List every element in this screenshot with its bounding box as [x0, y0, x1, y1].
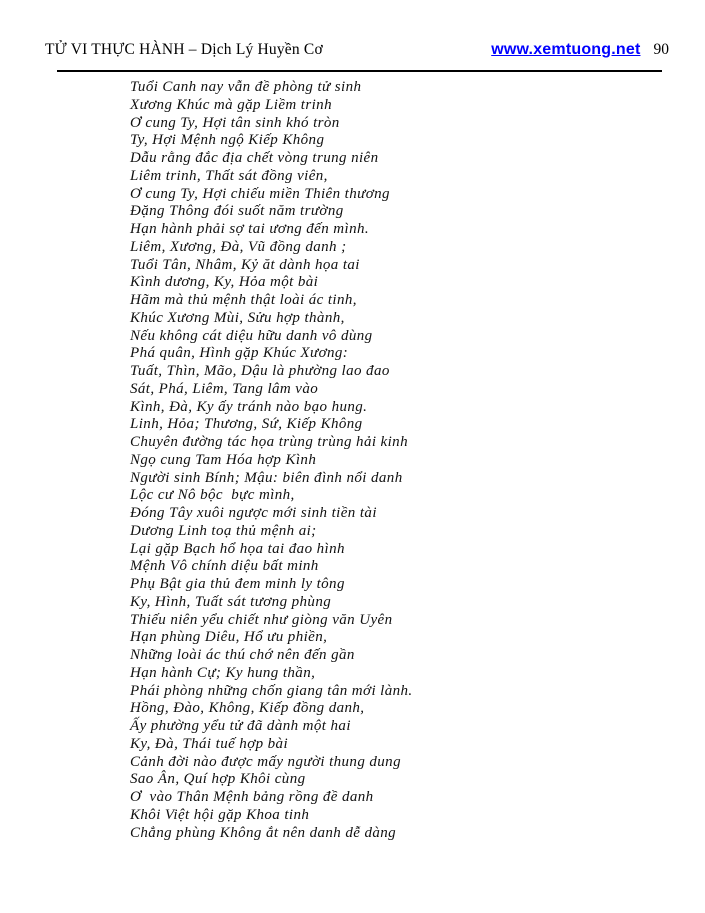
poem-line: Cảnh đời nào được mấy người thung dung	[130, 753, 401, 770]
poem-line: Liêm, Xương, Đà, Vũ đồng danh ;	[130, 238, 347, 255]
poem-line: Ky, Đà, Thái tuế hợp bài	[130, 735, 289, 752]
poem-line: Đóng Tây xuôi ngược mới sinh tiền tài	[130, 505, 377, 521]
poem-line: Dẫu rằng đắc địa chết vòng trung niên	[130, 150, 379, 166]
poem-line: Ơ cung Ty, Hợi chiếu miền Thiên thương	[130, 185, 390, 202]
poem-line: Kình dương, Ky, Hỏa một bài	[130, 274, 319, 291]
poem-line: Lộc cư Nô bộc bực mình,	[130, 487, 295, 504]
poem-line: Kình, Đà, Ky ấy tránh nào bạo hung.	[130, 398, 368, 415]
poem-line: Hãm mà thủ mệnh thật loài ác tinh,	[130, 292, 357, 308]
poem-line: Mệnh Vô chính diệu bất minh	[130, 558, 319, 575]
poem-line: Ơ vào Thân Mệnh bảng rồng đề danh	[130, 789, 374, 805]
book-title: TỬ VI THỰC HÀNH – Dịch Lý Huyền Cơ	[45, 41, 323, 58]
poem-line: Liêm trinh, Thất sát đồng viên,	[130, 167, 328, 184]
poem-line: Tuất, Thìn, Mão, Dậu là phường lao đao	[130, 363, 390, 379]
poem-line: Đặng Thông đói suốt năm trường	[130, 203, 344, 220]
header-right	[491, 41, 669, 59]
poem-line: Xương Khúc mà gặp Liềm trinh	[130, 96, 332, 113]
poem-line: Những loài ác thú chớ nên đến gần	[130, 647, 355, 663]
poem-line: Thiếu niên yểu chiết như giòng văn Uyên	[130, 611, 393, 628]
poem-line: Linh, Hỏa; Thương, Sứ, Kiếp Không	[130, 416, 363, 433]
poem-line: Phá quân, Hình gặp Khúc Xương:	[130, 345, 349, 362]
poem-line: Ngọ cung Tam Hóa hợp Kình	[130, 451, 317, 468]
page-header	[45, 41, 669, 59]
header-rule	[57, 70, 662, 72]
poem-line: Lại gặp Bạch hổ họa tai đao hình	[130, 540, 345, 557]
poem-line: Hạn hành Cự; Ky hung thần,	[130, 664, 316, 681]
poem-line: Ấy phường yểu tử đã dành một hai	[130, 718, 351, 734]
poem-line: Dương Linh toạ thủ mệnh ai;	[130, 522, 317, 539]
page-number: 90	[653, 41, 669, 58]
poem-line: Tuổi Tân, Nhâm, Kỷ ăt dành họa tai	[130, 256, 360, 273]
poem-line: Hạn hành phải sợ tai ương đến mình.	[130, 221, 370, 237]
poem-line: Chẳng phùng Không ắt nên danh dễ dàng	[130, 824, 397, 841]
poem-line: Nếu không cát diệu hữu danh vô dùng	[130, 327, 373, 344]
poem-line: Ơ cung Ty, Hợi tân sinh khó tròn	[130, 114, 340, 131]
poem-line: Hồng, Đào, Không, Kiếp đồng danh,	[130, 700, 365, 717]
poem-line: Ty, Hợi Mệnh ngộ Kiếp Không	[130, 132, 325, 149]
poem	[130, 79, 685, 842]
poem-line: Khôi Việt hội gặp Khoa tinh	[130, 806, 310, 823]
poem-line: Chuyên đường tác họa trùng trùng hải kinh	[130, 434, 408, 450]
poem-line: Khúc Xương Mùi, Sửu hợp thành,	[130, 309, 345, 326]
poem-line: Sát, Phá, Liêm, Tang lâm vào	[130, 380, 319, 397]
poem-line: Phái phòng những chốn giang tân mới lành.	[130, 682, 413, 699]
poem-line: Hạn phùng Diêu, Hổ ưu phiền,	[130, 629, 328, 646]
site-url-link[interactable]: www.xemtuong.net	[491, 41, 641, 58]
poem-line: Sao Ân, Quí hợp Khôi cùng	[130, 771, 306, 788]
poem-line: Tuổi Canh nay vẫn đề phòng tử sinh	[130, 79, 362, 95]
poem-line: Phụ Bật gia thủ đem minh ly tông	[130, 576, 345, 592]
poem-line: Người sinh Bính; Mậu: biên đình nổi danh	[130, 469, 403, 486]
poem-line: Ky, Hình, Tuất sát tương phùng	[130, 593, 332, 610]
